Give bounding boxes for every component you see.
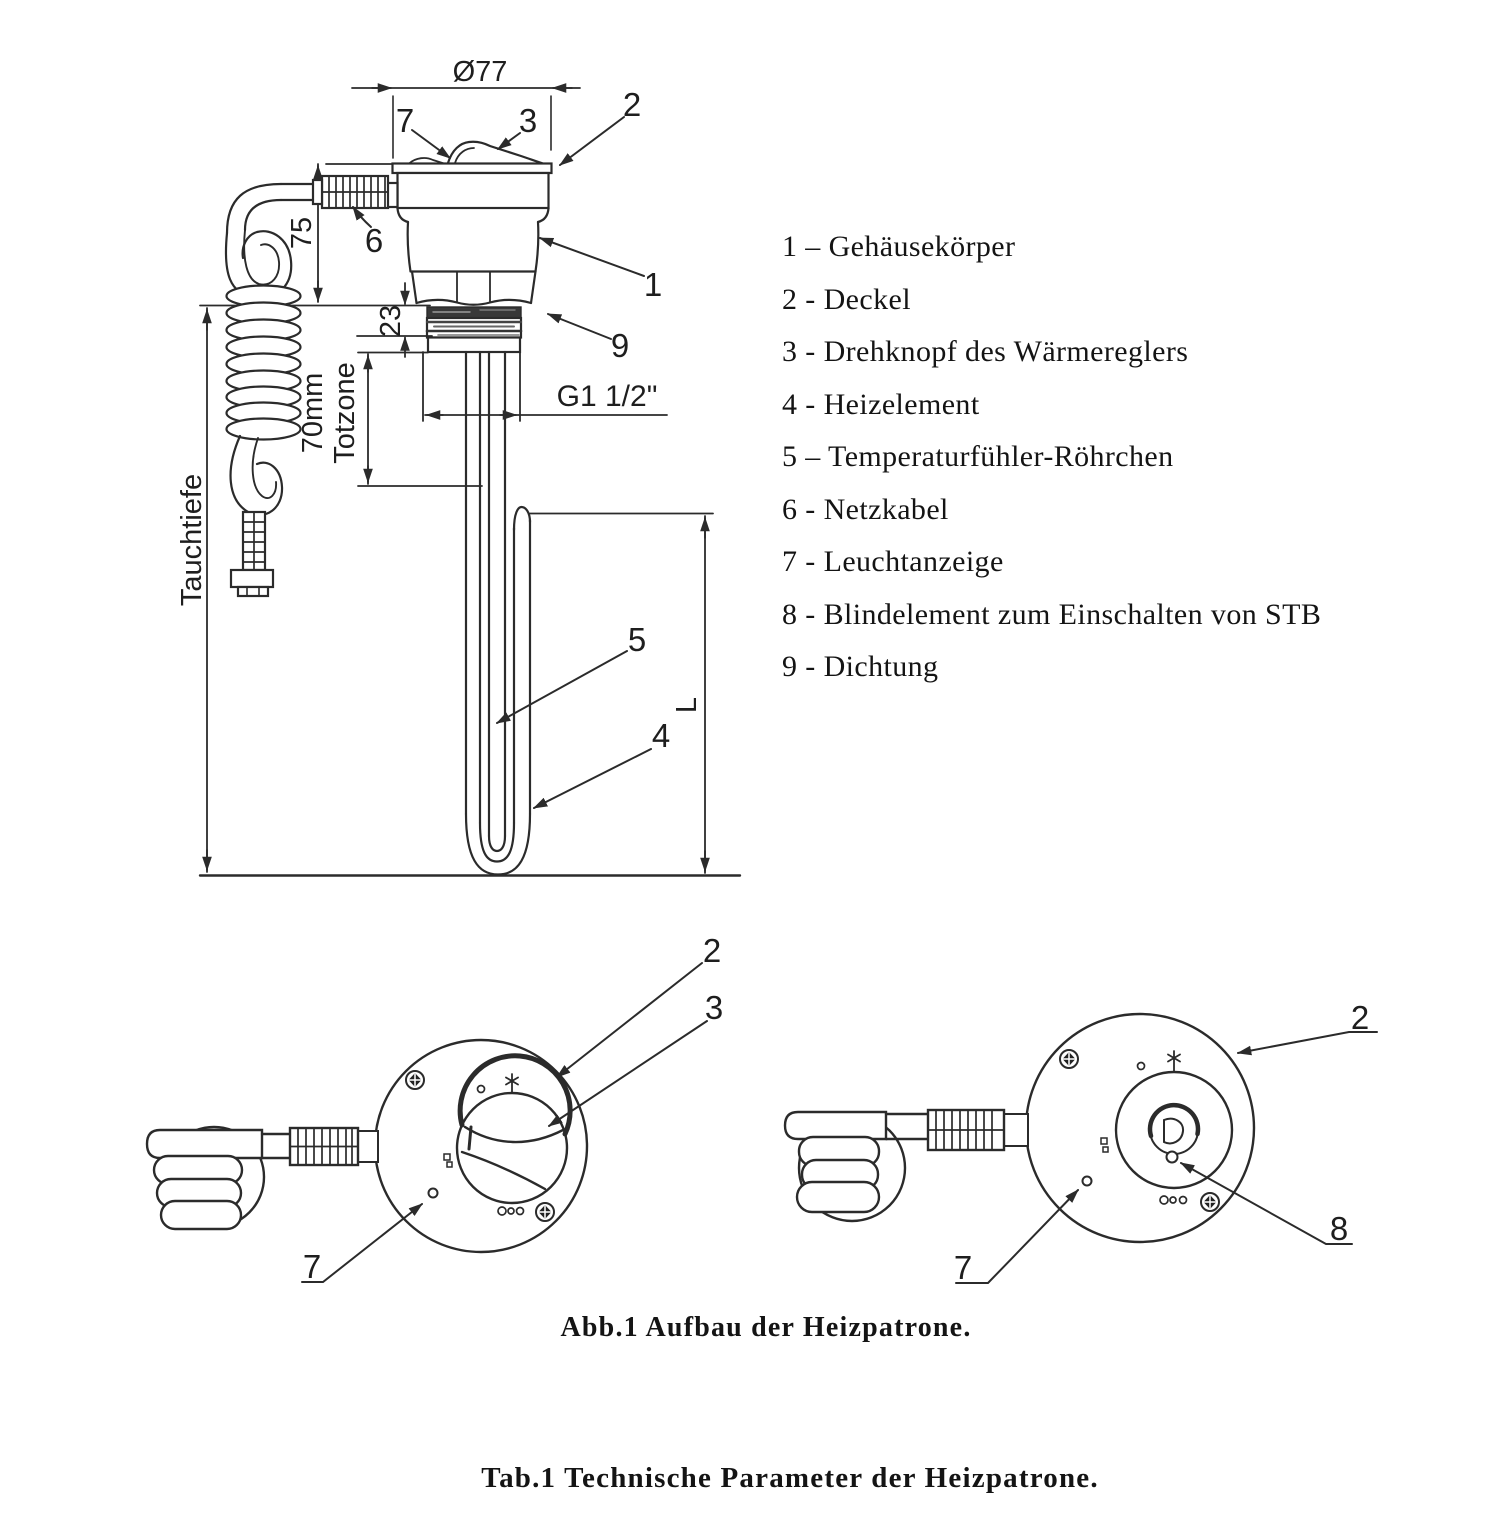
rear-callout-blind: 8 [1329,1210,1349,1247]
figure-caption: Abb.1 Aufbau der Heizpatrone. [560,1312,972,1343]
legend-item: 6 - Netzkabel [782,492,949,526]
legend-item: 3 - Drehknopf des Wärmereglers [782,335,1189,369]
bottom-view-rear [785,1014,1377,1283]
legend-item: 7 - Leuchtanzeige [782,545,1004,579]
dim-diameter-label: Ø77 [452,56,508,88]
legend-item: 9 - Dichtung [782,650,939,684]
callout-gasket: 9 [610,327,630,364]
legend-item: 1 – Gehäusekörper [782,230,1016,264]
legend-item: 8 - Blindelement zum Einschalten von STB [782,597,1322,631]
power-plug-rear-view [785,1112,905,1221]
callout-knob: 3 [518,102,538,139]
power-plug-main [231,512,273,596]
screw-icon [1201,1193,1219,1211]
callout-housing: 1 [643,266,663,303]
callout-cover: 2 [622,86,642,123]
rear-callout-lamp: 7 [953,1249,973,1286]
callout-lamp: 7 [395,102,415,139]
cable-gland-rear-view [928,1110,1004,1150]
cable-coil [227,286,301,440]
bottom-view-front [147,963,707,1282]
power-plug-front-view [147,1127,264,1229]
heating-element-tubes [466,352,530,875]
cable-gland [313,176,388,208]
callout-cable: 6 [364,222,384,259]
dim-23-label: 23 [375,304,407,338]
front-callout-lamp: 7 [302,1248,322,1285]
rear-callout-cover: 2 [1350,999,1370,1036]
main-callout-leaders [353,117,651,808]
dim-thread-label: G1 1/2" [556,380,658,413]
dimension-diameter [352,88,580,158]
cable-loop-lower [231,436,282,515]
main-side-view [200,88,740,876]
table-caption: Tab.1 Technische Parameter der Heizpatrone. [481,1462,1099,1494]
front-callout-knob: 3 [704,989,724,1026]
callout-element: 4 [651,717,671,754]
callout-sensor: 5 [627,621,647,658]
legend-item: 5 – Temperaturfühler-Röhrchen [782,440,1174,474]
legend-item: 4 - Heizelement [782,387,980,421]
screw-icon [1060,1050,1078,1068]
dim-70mm-label: 70mm [297,372,329,454]
dim-length-label: L [671,696,703,714]
dim-tauchtiefe-label: Tauchtiefe [176,473,208,607]
dim-totzone-label: Totzone [329,362,361,464]
cable-gland-front-view [290,1128,358,1165]
screw-icon [406,1071,424,1089]
blind-element [1167,1152,1178,1163]
screw-icon [536,1203,554,1221]
front-callout-cover: 2 [702,932,722,969]
dim-75-label: 75 [286,216,318,250]
heater-head [385,142,552,352]
legend-item: 2 - Deckel [782,282,911,316]
parts-legend [782,221,1321,694]
